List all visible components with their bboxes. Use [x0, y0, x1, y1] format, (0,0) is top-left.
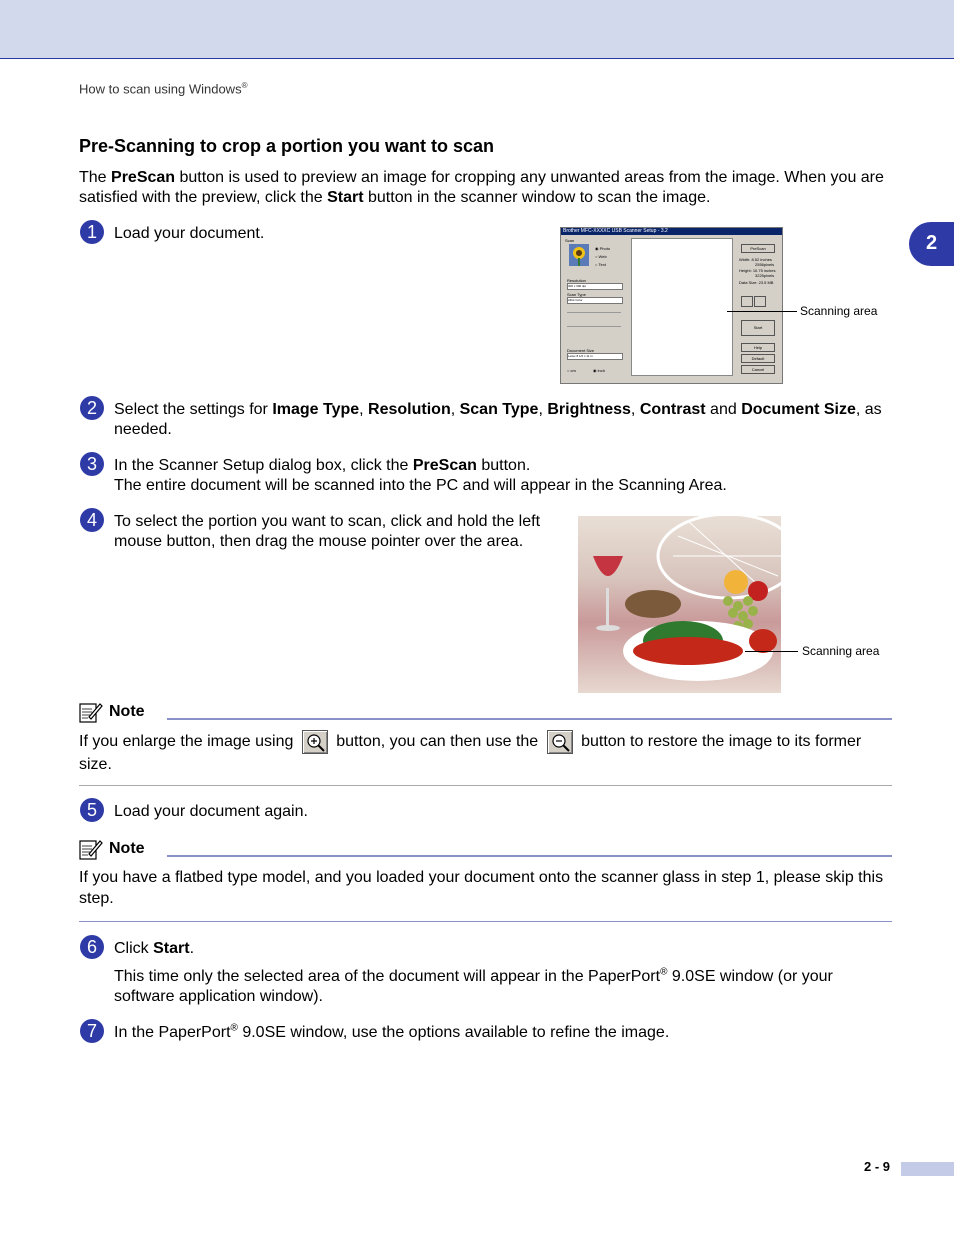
sunflower-icon: [569, 244, 589, 266]
step-text: In the PaperPort® 9.0SE window, use the options available to refine the image.: [114, 1022, 670, 1041]
size-height: Height: 10.75 inches: [739, 268, 776, 273]
running-title: How to scan using Windows®: [79, 81, 248, 97]
step-number: 4: [80, 508, 104, 532]
callout-scanning-area: Scanning area: [802, 644, 880, 658]
resolution-label: Resolution: [567, 278, 586, 283]
step-text: In the Scanner Setup dialog box, click the PreScan button. The entire document will be scanned into the PC and will appear in the Scanning Area.: [114, 457, 727, 494]
note-heading: Note: [79, 838, 145, 860]
size-info: Width: 8.52 inches: [739, 257, 772, 262]
radio-web[interactable]: ○ Web: [595, 254, 607, 259]
data-size: Data Size: 23.5 MB: [739, 280, 774, 285]
page-number-bar: [901, 1162, 954, 1176]
docsize-label: Document Size: [567, 348, 595, 353]
resolution-select[interactable]: 300 x 300 dpi: [567, 283, 623, 290]
scanner-setup-dialog: [560, 227, 783, 384]
step-detail: This time only the selected area of the document will appear in the PaperPort® 9.0SE window (or your software application window).: [114, 966, 833, 1005]
docsize-select[interactable]: Letter 8 1/2 x 11 in: [567, 353, 623, 360]
zoom-in-icon[interactable]: [741, 296, 753, 307]
scantype-label: Scan Type: [567, 292, 586, 297]
step-text: Select the settings for Image Type, Resolution, Scan Type, Brightness, Contrast and Document Size, as needed.: [114, 401, 882, 438]
note-text: If you enlarge the image using button, you can then use the button to restore the image to its former size.: [79, 730, 892, 775]
step-number: 2: [80, 396, 104, 420]
step-text: To select the portion you want to scan, click and hold the left mouse button, then drag the mouse pointer over the area.: [114, 513, 541, 550]
step-number: 7: [80, 1019, 104, 1043]
brightness-slider[interactable]: [567, 312, 621, 313]
step-text: Load your document.: [114, 225, 265, 242]
intro-paragraph: The PreScan button is used to preview an image for cropping any unwanted areas from the image. When you are satisfied with the preview, click the Start button in the scanner window to scan the image.: [79, 169, 884, 206]
unit-inch[interactable]: ◉ inch: [593, 368, 605, 373]
zoom-out-icon[interactable]: [754, 296, 766, 307]
callout-leader: [727, 311, 797, 312]
note-heading: Note: [79, 701, 145, 723]
step-text: Load your document again.: [114, 803, 308, 820]
note-pencil-icon: [79, 838, 103, 860]
zoom-in-icon: [302, 730, 328, 754]
prescan-button[interactable]: PreScan: [741, 244, 775, 253]
dialog-settings-panel: [565, 238, 627, 378]
header-band: [0, 0, 954, 59]
section-title: Pre-Scanning to crop a portion you want to scan: [79, 136, 495, 156]
scan-label: Scan: [565, 238, 575, 243]
callout-leader: [745, 651, 798, 652]
note-rule: [167, 855, 892, 857]
dialog-buttons-panel: [737, 238, 779, 378]
radio-photo[interactable]: ◉ Photo: [595, 246, 611, 251]
size-width-px: 2556pixels: [755, 262, 775, 267]
step-number: 5: [80, 798, 104, 822]
unit-cm[interactable]: ○ cm: [567, 368, 576, 373]
note-end-rule: [79, 785, 892, 786]
step-number: 1: [80, 220, 104, 244]
sample-photo: [578, 516, 781, 693]
scanning-area-preview[interactable]: [631, 238, 733, 376]
radio-text[interactable]: ○ Text: [595, 262, 606, 267]
note-pencil-icon: [79, 701, 103, 723]
step-number: 6: [80, 935, 104, 959]
cancel-button[interactable]: Cancel: [741, 365, 775, 374]
help-button[interactable]: Help: [741, 343, 775, 352]
default-button[interactable]: Default: [741, 354, 775, 363]
scantype-select[interactable]: 24bit Color: [567, 297, 623, 304]
size-height-px: 3225pixels: [755, 273, 775, 278]
step-number: 3: [80, 452, 104, 476]
callout-scanning-area: Scanning area: [800, 304, 878, 318]
chapter-tab: 2: [909, 222, 954, 266]
contrast-slider[interactable]: [567, 326, 621, 327]
zoom-out-icon: [547, 730, 573, 754]
note-rule: [167, 718, 892, 720]
note-text: If you have a flatbed type model, and you loaded your document onto the scanner glass in step 1, please skip this step.: [79, 869, 884, 907]
dialog-title: Brother MFC-XXXXC USB Scanner Setup - 3.2: [561, 228, 782, 235]
page-number: 2 - 9: [864, 1159, 891, 1174]
start-button[interactable]: Start: [741, 320, 775, 336]
note-end-rule: [79, 921, 892, 922]
step-text: Click Start.: [114, 940, 195, 957]
